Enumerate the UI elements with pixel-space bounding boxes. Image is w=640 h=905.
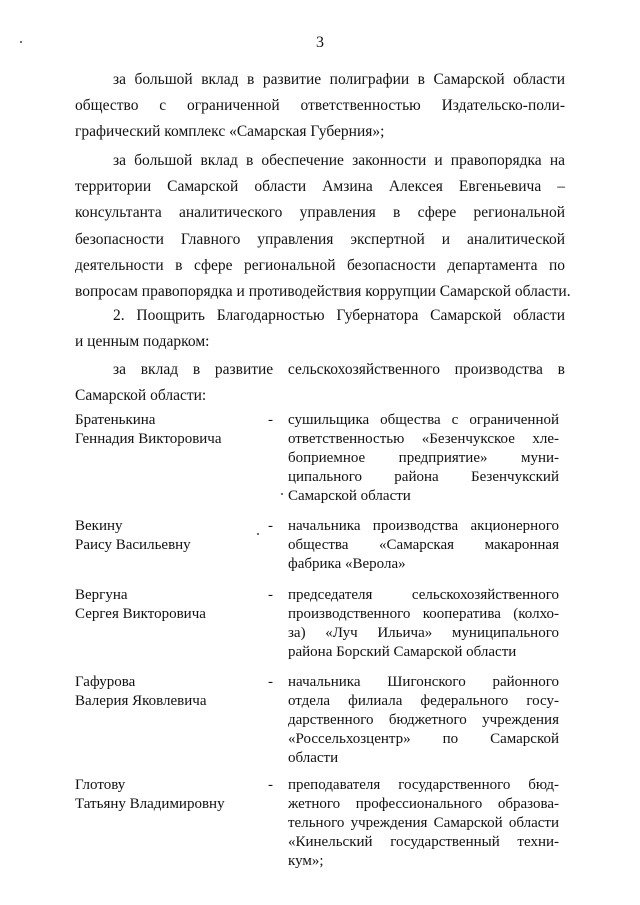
entry-desc-line: ципального района Безенчукский <box>288 469 559 485</box>
entry-desc-line: общества «Самарская макаронная <box>288 537 559 553</box>
entry-description <box>288 776 559 871</box>
entry-desc-line: жетного профессионального образова- <box>288 796 559 812</box>
entry-desc-line: председателя сельскохозяйственного <box>288 587 559 603</box>
entry-desc-line: ответственностью «Безенчукское хле- <box>288 431 559 447</box>
entry-dash: - <box>268 412 273 428</box>
scan-speck <box>20 41 22 43</box>
entry-description <box>288 586 559 662</box>
entry-surname: Гафурова <box>75 674 136 690</box>
entry-surname: Вергуна <box>75 587 128 603</box>
paragraph-line: вопросам правопорядка и противодействия коррупции Самарской области. <box>75 283 571 301</box>
paragraph-line: консультанта аналитического управления в сфере региональной <box>75 204 565 222</box>
entry-desc-line: за) «Луч Ильича» муниципального <box>288 625 559 641</box>
entry-desc-line: сушильщика общества с ограниченной <box>288 412 559 428</box>
entry-desc-line: «Кинельский государственный техни- <box>288 834 559 850</box>
entry-desc-line: начальника Шигонского районного <box>288 674 559 690</box>
entry-desc-line: производственного кооператива (колхо- <box>288 606 559 622</box>
entry-given-names: Геннадия Викторовича <box>75 431 222 447</box>
entry-desc-line: отдела филиала федерального госу- <box>288 693 559 709</box>
paragraph-line: Самарской области: <box>75 387 207 405</box>
paragraph-line: и ценным подарком: <box>75 333 210 351</box>
entry-desc-line: кум»; <box>288 853 324 869</box>
paragraph-line: безопасности Главного управления экспертной и аналитической <box>75 230 565 248</box>
entry-desc-line: Самарской области <box>288 488 411 504</box>
paragraph-agriculture <box>75 357 565 409</box>
paragraph-line: графический комплекс «Самарская Губерния»; <box>75 123 385 141</box>
entry-given-names: Валерия Яковлевича <box>75 693 207 709</box>
entry-surname: Векину <box>75 518 123 534</box>
entry-description <box>288 517 559 574</box>
entry-name <box>75 411 275 449</box>
entry-desc-line: преподавателя государственного бюд- <box>288 777 559 793</box>
paragraph-line: деятельности в сфере региональной безопасности департамента по <box>75 256 565 274</box>
paragraph-line: за большой вклад в развитие полиграфии в Самарской области <box>113 71 565 88</box>
entry-dash: - <box>268 674 273 690</box>
entry-description <box>288 673 559 768</box>
entry-desc-line: области <box>288 750 339 766</box>
entry-name <box>75 517 275 555</box>
entry-description <box>288 411 559 506</box>
entry-surname: Братенькина <box>75 412 156 428</box>
paragraph-line: за вклад в развитие сельскохозяйственного производства в <box>113 361 565 378</box>
paragraph-line: общество с ограниченной ответственностью Издательско-поли- <box>75 97 565 115</box>
paragraph-reward <box>75 303 565 355</box>
paragraph-line: 2. Поощрить Благодарностью Губернатора Самарской области <box>113 307 565 324</box>
entry-desc-line: района Борский Самарской области <box>288 644 517 660</box>
entry-desc-line: дарственного бюджетного учреждения <box>288 712 559 728</box>
entry-desc-line: тельного учреждения Самарской области <box>288 815 559 831</box>
entry-name <box>75 776 275 814</box>
entry-given-names: Раису Васильевну <box>75 537 191 553</box>
entry-dash: - <box>268 518 273 534</box>
entry-name <box>75 673 275 711</box>
entry-desc-line: «Россельхозцентр» по Самарской <box>288 731 559 747</box>
paragraph-law-order <box>75 148 571 305</box>
entry-given-names: Сергея Викторовича <box>75 606 206 622</box>
scan-speck <box>281 493 283 495</box>
entry-desc-line: боприемное предприятие» муни- <box>288 450 559 466</box>
scan-speck <box>257 533 259 535</box>
entry-name <box>75 586 275 624</box>
entry-dash: - <box>268 587 273 603</box>
paragraph-line: территории Самарской области Амзина Алексея Евгеньевича – <box>75 178 565 196</box>
paragraph-polygraphy <box>75 67 565 146</box>
page-number: 3 <box>316 34 324 51</box>
entry-surname: Глотову <box>75 777 126 793</box>
entry-dash: - <box>268 777 273 793</box>
entry-desc-line: фабрика «Верола» <box>288 556 406 572</box>
entry-given-names: Татьяну Владимировну <box>75 796 225 812</box>
entry-desc-line: начальника производства акционерного <box>288 518 559 534</box>
paragraph-line: за большой вклад в обеспечение законности и правопорядка на <box>113 152 565 169</box>
